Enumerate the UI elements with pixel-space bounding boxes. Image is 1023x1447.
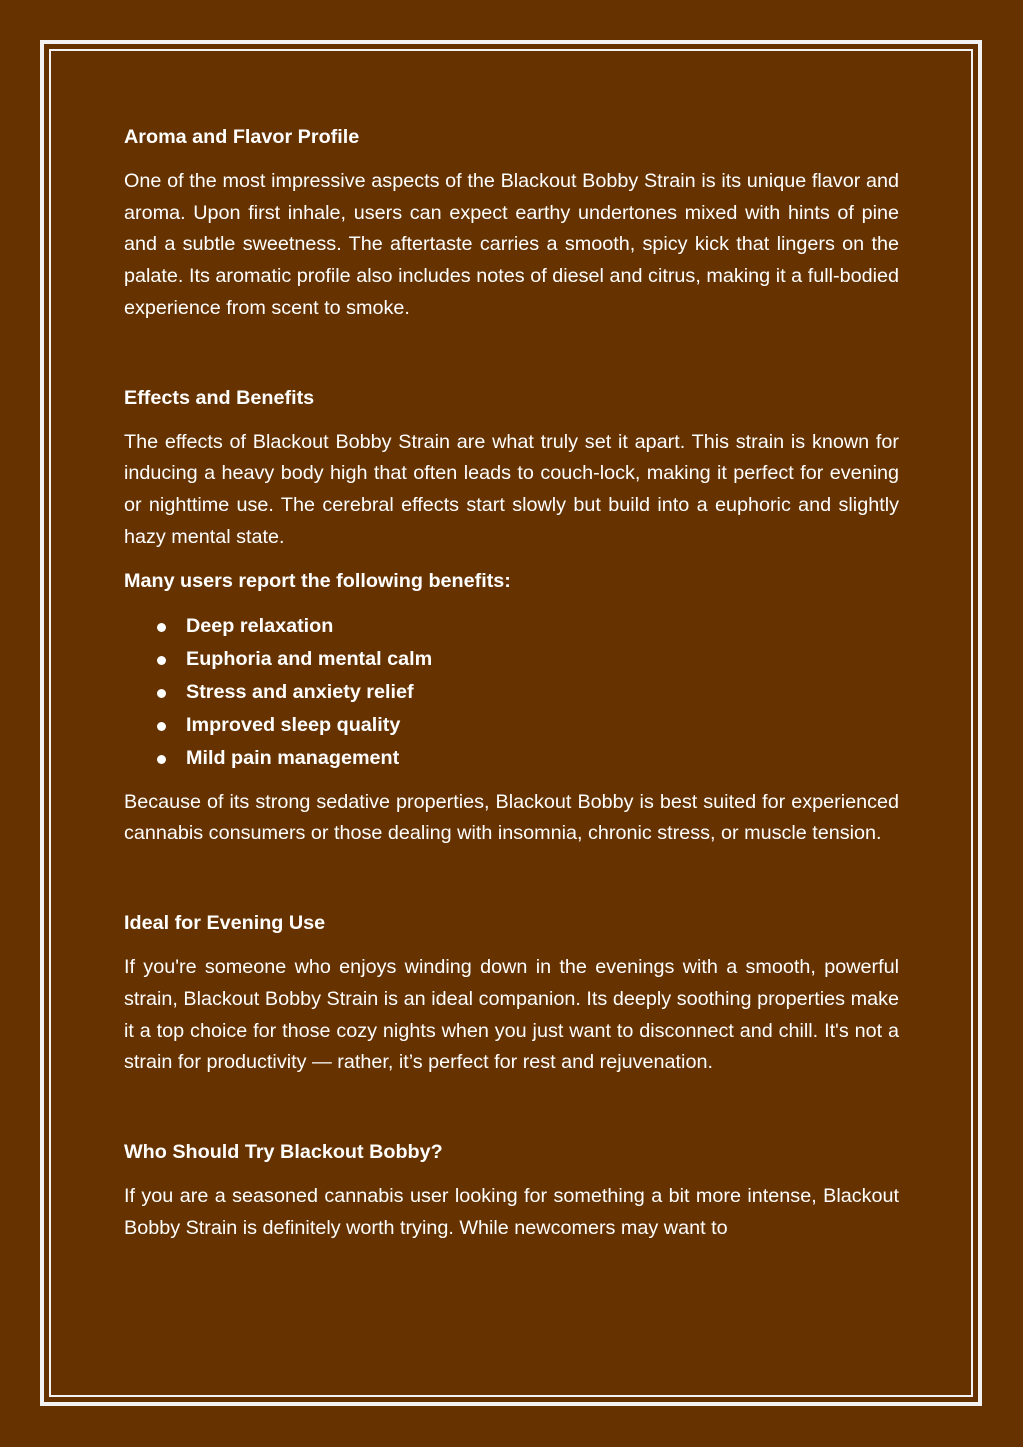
list-item-benefit [124, 676, 899, 709]
heading-who: Who Should Try Blackout Bobby? [124, 1141, 443, 1164]
section-effects [124, 383, 899, 850]
benefit-label: Deep relaxation [186, 614, 334, 637]
benefits-list [124, 610, 899, 775]
paragraph-effects: The effects of Blackout Bobby Strain are what truly set it apart. This strain is known for inducing a heavy body high that often leads to couch-lock, making it perfect for evening or nighttime use. The cerebral effects start slowly but build into a euphoric and slightly hazy mental state. [124, 430, 899, 548]
benefits-lead: Many users report the following benefits: [124, 569, 511, 592]
document-body [124, 122, 899, 1303]
benefit-label: Euphoria and mental calm [186, 647, 433, 670]
list-item-benefit [124, 709, 899, 742]
benefit-label: Mild pain management [186, 746, 400, 769]
list-item-benefit [124, 643, 899, 676]
bullet-icon [157, 689, 166, 698]
bullet-icon [157, 722, 166, 731]
paragraph-evening: If you're someone who enjoys winding down in the evenings with a smooth, powerful strain, Blackout Bobby Strain is an ideal companion. Its deeply soothing properties make it a top choice for those cozy nights when you just want to disconnect and chill. It's not a strain for productivity — rather, it’s perfect for rest and rejuvenation. [124, 955, 899, 1074]
section-aroma [124, 122, 899, 325]
paragraph-aroma: One of the most impressive aspects of the Blackout Bobby Strain is its unique flavor and aroma. Upon first inhale, users can expect earthy undertones mixed with hints of pine and a subtle sweetness. The aftertaste carries a smooth, spicy kick that lingers on the palate. Its aromatic profile also includes notes of diesel and citrus, making it a full-bodied experience from scent to smoke. [124, 169, 899, 319]
benefit-label: Stress and anxiety relief [186, 680, 414, 703]
heading-aroma: Aroma and Flavor Profile [124, 126, 360, 148]
bullet-icon [157, 623, 166, 632]
list-item-benefit [124, 742, 899, 775]
bullet-icon [157, 755, 166, 764]
paragraph-who: If you are a seasoned cannabis user looking for something a bit more intense, Blackout Bobby Strain is definitely worth trying. While newcomers may want to [124, 1184, 899, 1239]
benefit-label: Improved sleep quality [186, 713, 401, 736]
section-evening [124, 908, 899, 1079]
heading-effects: Effects and Benefits [124, 386, 315, 409]
bullet-icon [157, 656, 166, 665]
heading-evening: Ideal for Evening Use [124, 912, 326, 935]
list-item-benefit [124, 610, 899, 643]
paragraph-sedative: Because of its strong sedative properties, Blackout Bobby is best suited for experienced cannabis consumers or those dealing with insomnia, chronic stress, or muscle tension. [124, 790, 899, 845]
section-who [124, 1137, 899, 1244]
